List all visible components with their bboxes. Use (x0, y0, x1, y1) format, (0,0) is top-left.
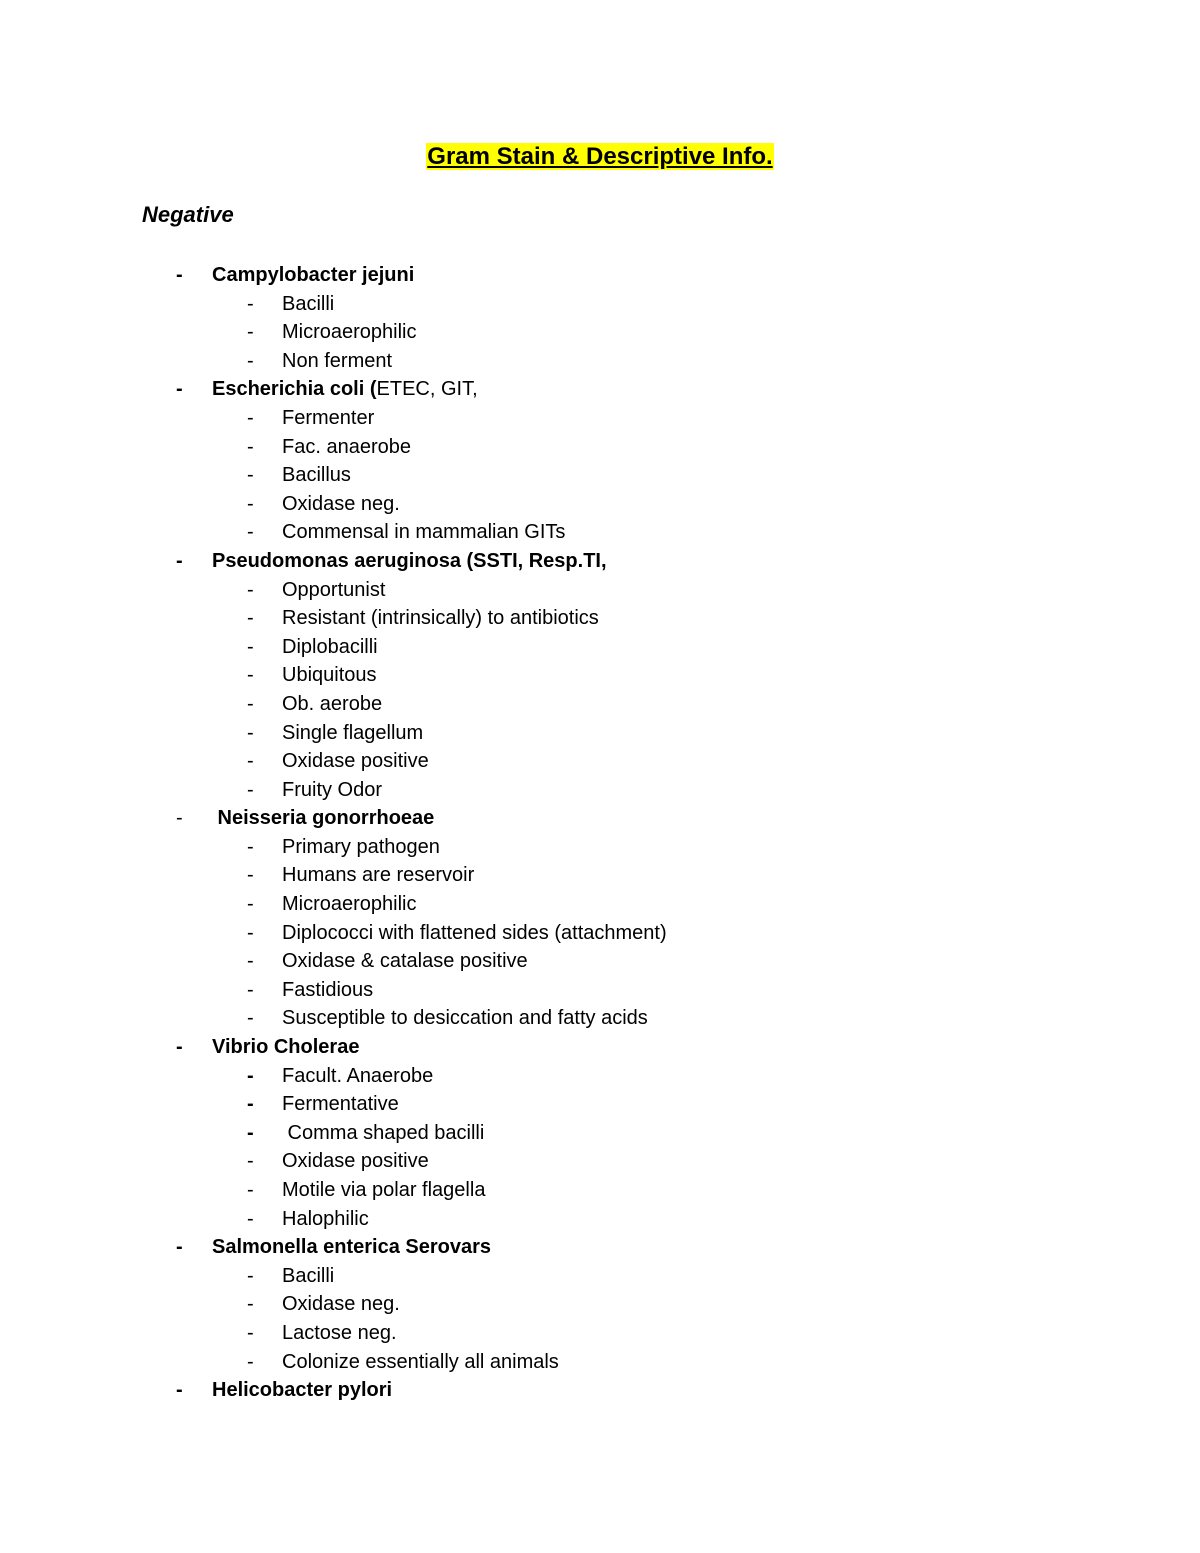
trait-item (0, 1062, 1200, 1091)
organism-item (0, 1376, 1200, 1405)
organism-item (0, 804, 1200, 833)
trait-item (0, 776, 1200, 805)
bullet-dash: - (176, 807, 183, 830)
trait-text: Comma shaped bacilli (282, 1121, 485, 1144)
trait-item (0, 518, 1200, 547)
organism-name-text: Campylobacter jejuni (212, 264, 415, 286)
bullet-dash: - (247, 1321, 254, 1344)
bullet-dash: - (247, 292, 254, 315)
bullet-dash: - (176, 1036, 183, 1059)
bullet-dash: - (247, 492, 254, 515)
trait-item (0, 461, 1200, 490)
trait-item (0, 661, 1200, 690)
trait-text: Fermentative (282, 1093, 399, 1116)
bullet-dash: - (247, 1064, 254, 1087)
organism-name (212, 261, 414, 290)
trait-text: Oxidase neg. (282, 492, 400, 515)
trait-item (0, 833, 1200, 862)
trait-item (0, 433, 1200, 462)
bullet-dash: - (176, 264, 183, 286)
trait-text: Facult. Anaerobe (282, 1064, 434, 1087)
trait-text: Resistant (intrinsically) to antibiotics (282, 607, 599, 630)
trait-text: Halophilic (282, 1207, 369, 1230)
bullet-dash: - (247, 835, 254, 858)
bullet-dash: - (247, 1007, 254, 1030)
trait-text: Lactose neg. (282, 1321, 397, 1344)
bullet-dash: - (247, 921, 254, 944)
trait-text: Bacilli (282, 1264, 335, 1287)
trait-text: Commensal in mammalian GITs (282, 521, 566, 544)
organism-item (0, 261, 1200, 290)
bullet-dash: - (176, 378, 183, 401)
trait-text: Fermenter (282, 406, 375, 429)
trait-item (0, 747, 1200, 776)
trait-item (0, 576, 1200, 605)
bullet-dash: - (247, 635, 254, 658)
title-text: Gram Stain & Descriptive Info. (427, 143, 773, 170)
trait-text: Oxidase & catalase positive (282, 950, 528, 973)
bullet-dash: - (247, 1093, 254, 1116)
organism-name-text: Escherichia coli ( (212, 378, 377, 401)
trait-text: Oxidase positive (282, 1150, 429, 1173)
bullet-dash: - (247, 950, 254, 973)
bullet-dash: - (247, 349, 254, 372)
trait-text: Bacillus (282, 464, 351, 487)
trait-text: Colonize essentially all animals (282, 1350, 559, 1373)
trait-text: Ubiquitous (282, 664, 377, 687)
trait-text: Primary pathogen (282, 835, 440, 858)
organism-name-text: Helicobacter pylori (212, 1379, 393, 1402)
bullet-dash: - (247, 893, 254, 916)
bullet-dash: - (247, 1150, 254, 1173)
trait-item (0, 1348, 1200, 1377)
trait-item (0, 1319, 1200, 1348)
organism-name (212, 1233, 491, 1262)
bullet-dash: - (247, 406, 254, 429)
trait-text: Diplococci with flattened sides (attachment) (282, 921, 667, 944)
bullet-dash: - (247, 978, 254, 1001)
bullet-dash: - (247, 321, 254, 344)
trait-item (0, 947, 1200, 976)
bullet-dash: - (247, 1179, 254, 1201)
bullet-dash: - (176, 549, 183, 572)
organism-name-text: Salmonella enterica Serovars (212, 1236, 492, 1259)
organism-name-text: Vibrio Cholerae (212, 1036, 360, 1059)
bullet-dash: - (176, 1236, 183, 1259)
bullet-dash: - (247, 778, 254, 801)
organism-item (0, 547, 1200, 576)
bullet-dash: - (247, 464, 254, 487)
trait-item (0, 1090, 1200, 1119)
bullet-dash: - (247, 521, 254, 544)
trait-item (0, 919, 1200, 948)
organism-item (0, 375, 1200, 404)
organism-name (212, 1033, 359, 1062)
organism-name-text: Neisseria gonorrhoeae (212, 807, 435, 830)
trait-text: Single flagellum (282, 721, 424, 744)
bullet-dash: - (247, 435, 254, 458)
bullet-dash: - (247, 750, 254, 773)
organism-name (212, 804, 434, 833)
trait-item (0, 1119, 1200, 1148)
trait-item (0, 861, 1200, 890)
trait-text: Motile via polar flagella (282, 1179, 486, 1201)
trait-item (0, 347, 1200, 376)
trait-text: Bacilli (282, 292, 335, 315)
bullet-dash: - (176, 1379, 183, 1402)
bullet-dash: - (247, 664, 254, 687)
organism-name (212, 375, 478, 404)
trait-item (0, 633, 1200, 662)
trait-item (0, 1147, 1200, 1176)
trait-text: Non ferment (282, 349, 393, 372)
bullet-dash: - (247, 1264, 254, 1287)
trait-text: Fac. anaerobe (282, 435, 411, 458)
trait-text: Fruity Odor (282, 778, 383, 801)
trait-text: Susceptible to desiccation and fatty acids (282, 1007, 648, 1030)
trait-item (0, 719, 1200, 748)
trait-text: Oxidase positive (282, 750, 429, 773)
document-title (0, 140, 1200, 174)
bullet-dash: - (247, 721, 254, 744)
trait-item (0, 1004, 1200, 1033)
organism-list (0, 261, 1200, 1405)
trait-text: Ob. aerobe (282, 692, 383, 715)
trait-item (0, 890, 1200, 919)
trait-item (0, 1262, 1200, 1291)
trait-text: Humans are reservoir (282, 864, 475, 887)
trait-text: Microaerophilic (282, 321, 417, 344)
trait-text: Fastidious (282, 978, 374, 1001)
organism-note: ETEC, GIT, (376, 378, 478, 401)
bullet-dash: - (247, 864, 254, 887)
trait-item (0, 1290, 1200, 1319)
organism-name-text: Pseudomonas aeruginosa (SSTI, Resp.TI, (212, 549, 607, 572)
trait-item (0, 690, 1200, 719)
bullet-dash: - (247, 692, 254, 715)
organism-item (0, 1033, 1200, 1062)
trait-item (0, 490, 1200, 519)
trait-item (0, 976, 1200, 1005)
trait-item (0, 1205, 1200, 1234)
trait-text: Diplobacilli (282, 635, 378, 658)
organism-name (212, 1376, 392, 1405)
trait-item (0, 290, 1200, 319)
bullet-dash: - (247, 607, 254, 630)
bullet-dash: - (247, 1121, 254, 1144)
bullet-dash: - (247, 1350, 254, 1373)
trait-text: Opportunist (282, 578, 386, 601)
trait-text: Oxidase neg. (282, 1293, 400, 1316)
trait-item (0, 318, 1200, 347)
trait-item (0, 604, 1200, 633)
trait-text: Microaerophilic (282, 893, 417, 916)
section-heading: Negative (142, 202, 234, 227)
bullet-dash: - (247, 578, 254, 601)
organism-item (0, 1233, 1200, 1262)
trait-item (0, 1176, 1200, 1205)
trait-item (0, 404, 1200, 433)
bullet-dash: - (247, 1207, 254, 1230)
bullet-dash: - (247, 1293, 254, 1316)
organism-name (212, 547, 607, 576)
